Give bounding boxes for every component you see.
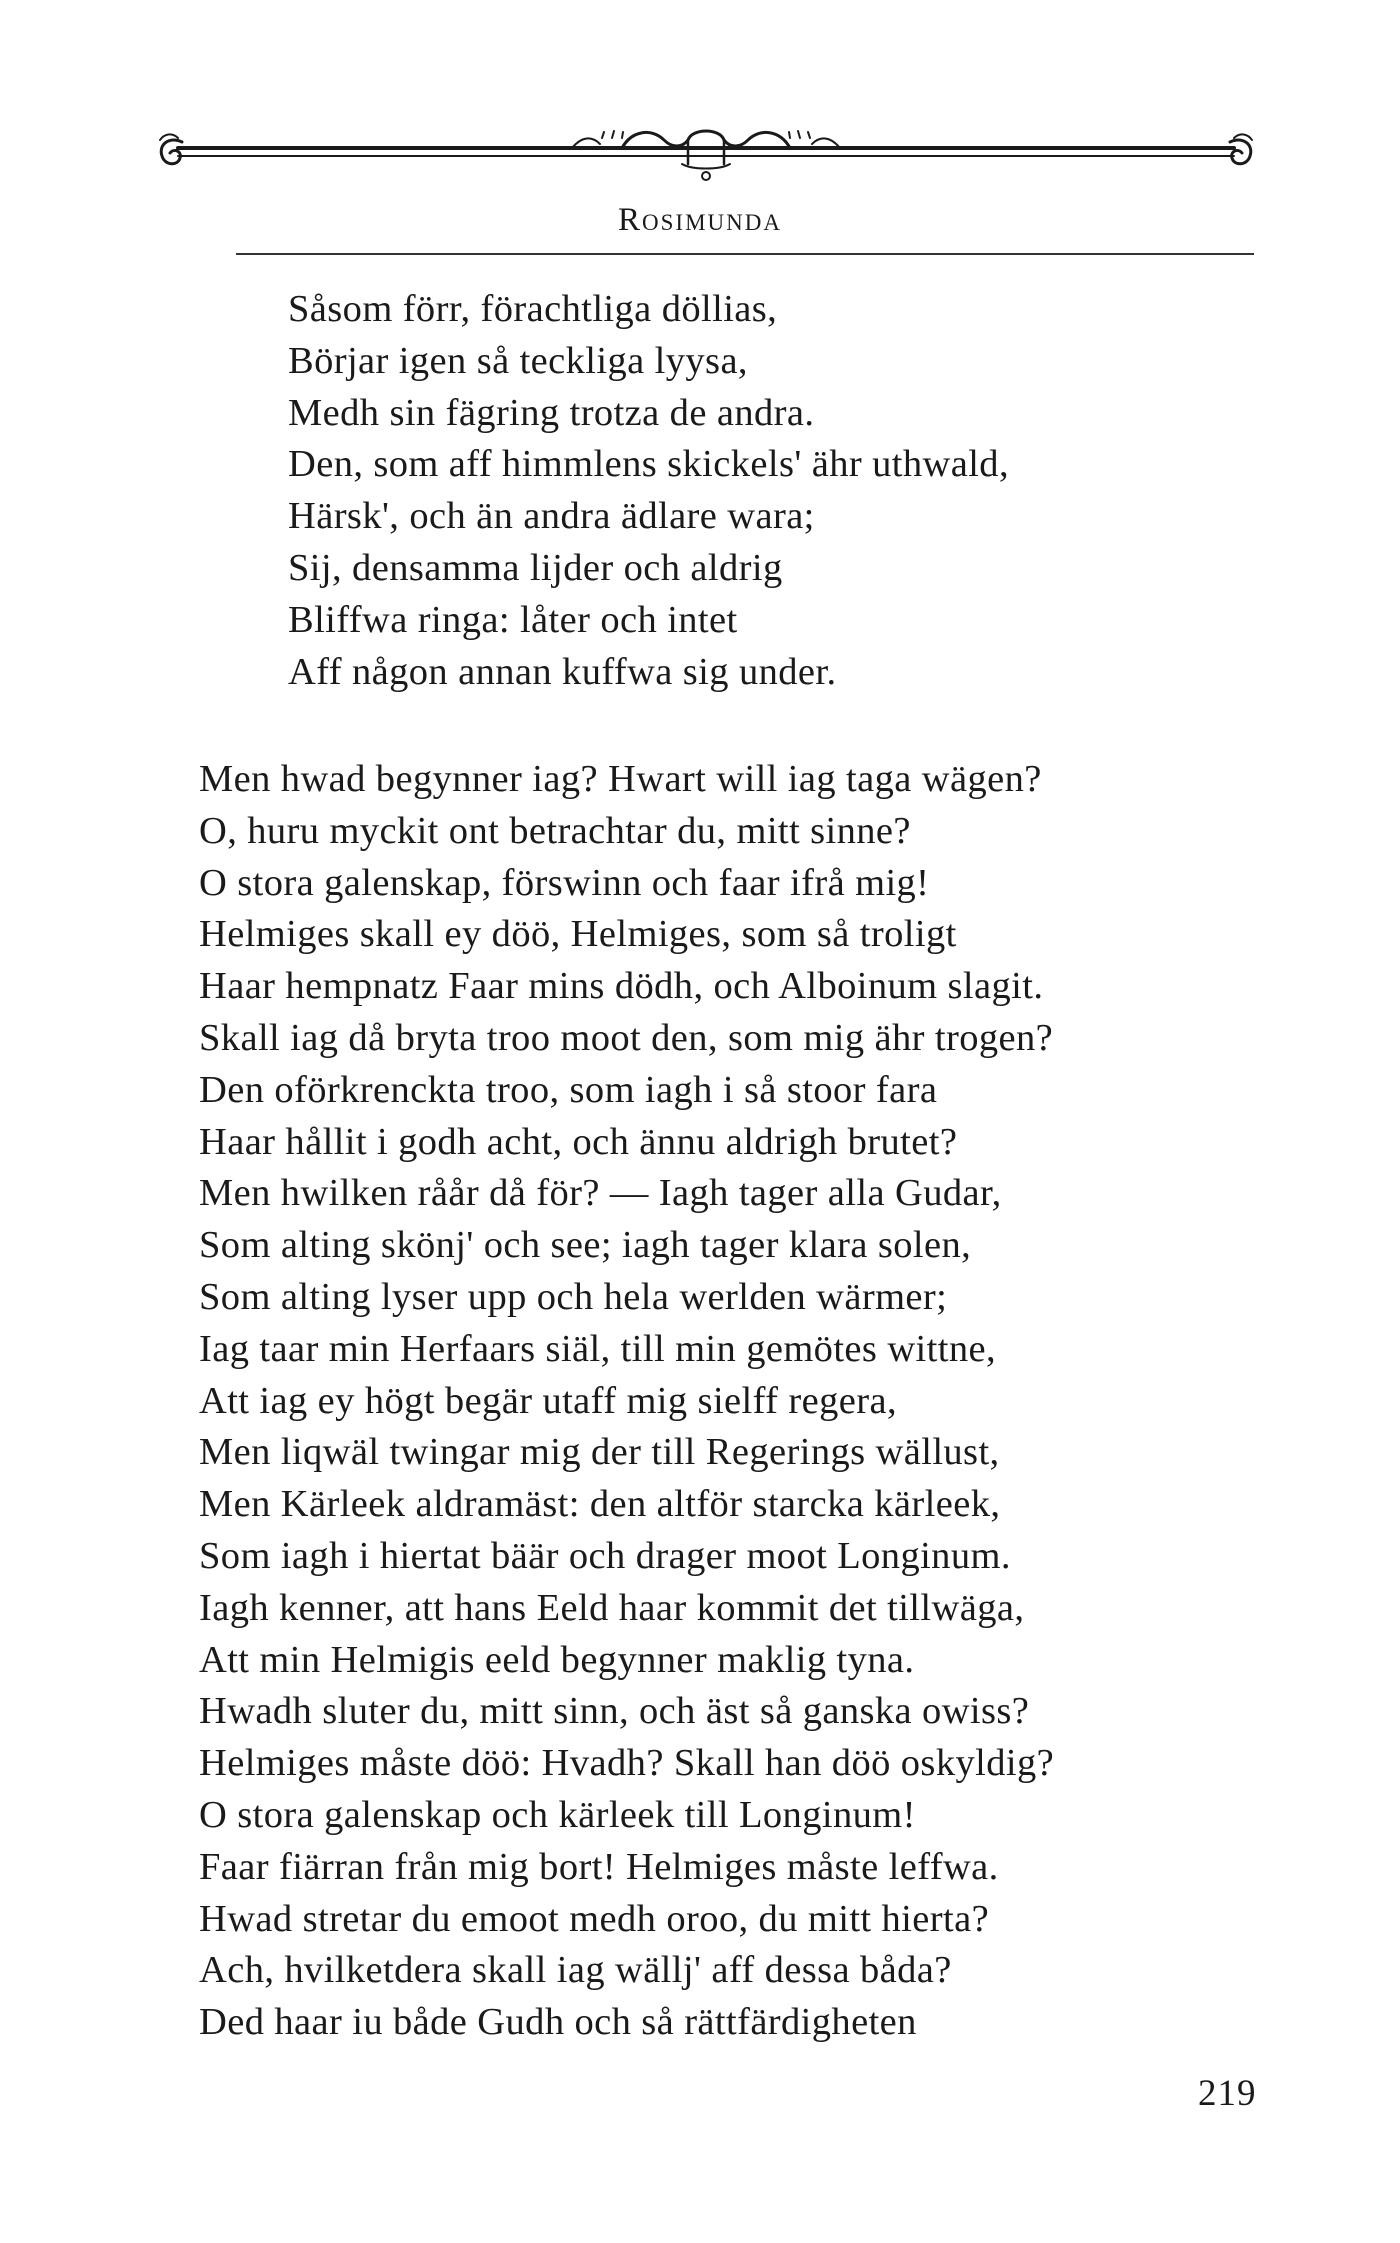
- poem-line: Haar hempnatz Faar mins dödh, och Alboinum slagit.: [199, 965, 1044, 1008]
- poem-stanza-1: [288, 284, 1009, 698]
- decorative-scroll-rule-icon: [152, 118, 1260, 190]
- poem-line: O stora galenskap, förswinn och faar ifrå mig!: [199, 861, 930, 904]
- poem-line: Att iag ey högt begär utaff mig sielff regera,: [199, 1379, 897, 1422]
- poem-line: O, huru myckit ont betrachtar du, mitt sinne?: [199, 809, 911, 852]
- poem-line: Aff någon annan kuffwa sig under.: [288, 650, 837, 693]
- poem-line: Medh sin fägring trotza de andra.: [288, 391, 815, 434]
- running-head-title: Rosimunda: [618, 202, 782, 238]
- poem-line: Helmiges skall ey döö, Helmiges, som så troligt: [199, 913, 957, 956]
- page-number: 219: [1198, 2073, 1257, 2114]
- poem-line: Men liqwäl twingar mig der till Regerings wällust,: [199, 1431, 1000, 1474]
- poem-line: Men hwad begynner iag? Hwart will iag taga wägen?: [199, 758, 1042, 800]
- poem-stanza-2: [199, 754, 1054, 2049]
- poem-line: Ded haar iu både Gudh och så rättfärdigheten: [199, 2001, 917, 2044]
- poem-line: Bliffwa ringa: låter och intet: [288, 598, 738, 641]
- poem-line: Börjar igen så teckliga lyysa,: [288, 339, 748, 382]
- poem-line: Iag taar min Herfaars siäl, till min gemötes wittne,: [199, 1327, 996, 1370]
- poem-line: Men Kärleek aldramäst: den altför starcka kärleek,: [199, 1483, 1001, 1526]
- poem-line: O stora galenskap och kärleek till Longinum!: [199, 1793, 916, 1836]
- poem-line: Som iagh i hiertat bäär och drager moot Longinum.: [199, 1534, 1011, 1577]
- poem-line: Faar fiärran från mig bort! Helmiges måste leffwa.: [199, 1845, 999, 1888]
- poem-line: Härsk', och än andra ädlare wara;: [288, 495, 815, 538]
- poem-line: Iagh kenner, att hans Eeld haar kommit det tillwäga,: [199, 1586, 1025, 1629]
- poem-line: Sij, densamma lijder och aldrig: [288, 546, 783, 589]
- poem-line: Att min Helmigis eeld begynner maklig tyna.: [199, 1638, 915, 1681]
- poem-line: Men hwilken råår då för? — Iagh tager alla Gudar,: [199, 1172, 1002, 1215]
- poem-line: Haar hållit i godh acht, och ännu aldrigh brutet?: [199, 1120, 958, 1163]
- poem-line: Hwad stretar du emoot medh oroo, du mitt hierta?: [199, 1897, 990, 1940]
- poem-line: Som alting lyser upp och hela werlden wärmer;: [199, 1275, 948, 1318]
- poem-line: Ach, hvilketdera skall iag wällj' aff dessa båda?: [199, 1949, 952, 1992]
- poem-line: Helmiges måste döö: Hvadh? Skall han döö oskyldig?: [199, 1742, 1055, 1785]
- poem-line: Skall iag då bryta troo moot den, som mig ähr trogen?: [199, 1016, 1054, 1059]
- poem-line: Som alting skönj' och see; iagh tager klara solen,: [199, 1224, 972, 1267]
- poem-line: Den oförkrenckta troo, som iagh i så stoor fara: [199, 1068, 938, 1111]
- poem-line: Såsom förr, förachtliga döllias,: [288, 288, 778, 330]
- header-divider: [236, 253, 1254, 255]
- poem-line: Hwadh sluter du, mitt sinn, och äst så ganska owiss?: [199, 1690, 1030, 1733]
- poem-line: Den, som aff himmlens skickels' ähr uthwald,: [288, 443, 1009, 486]
